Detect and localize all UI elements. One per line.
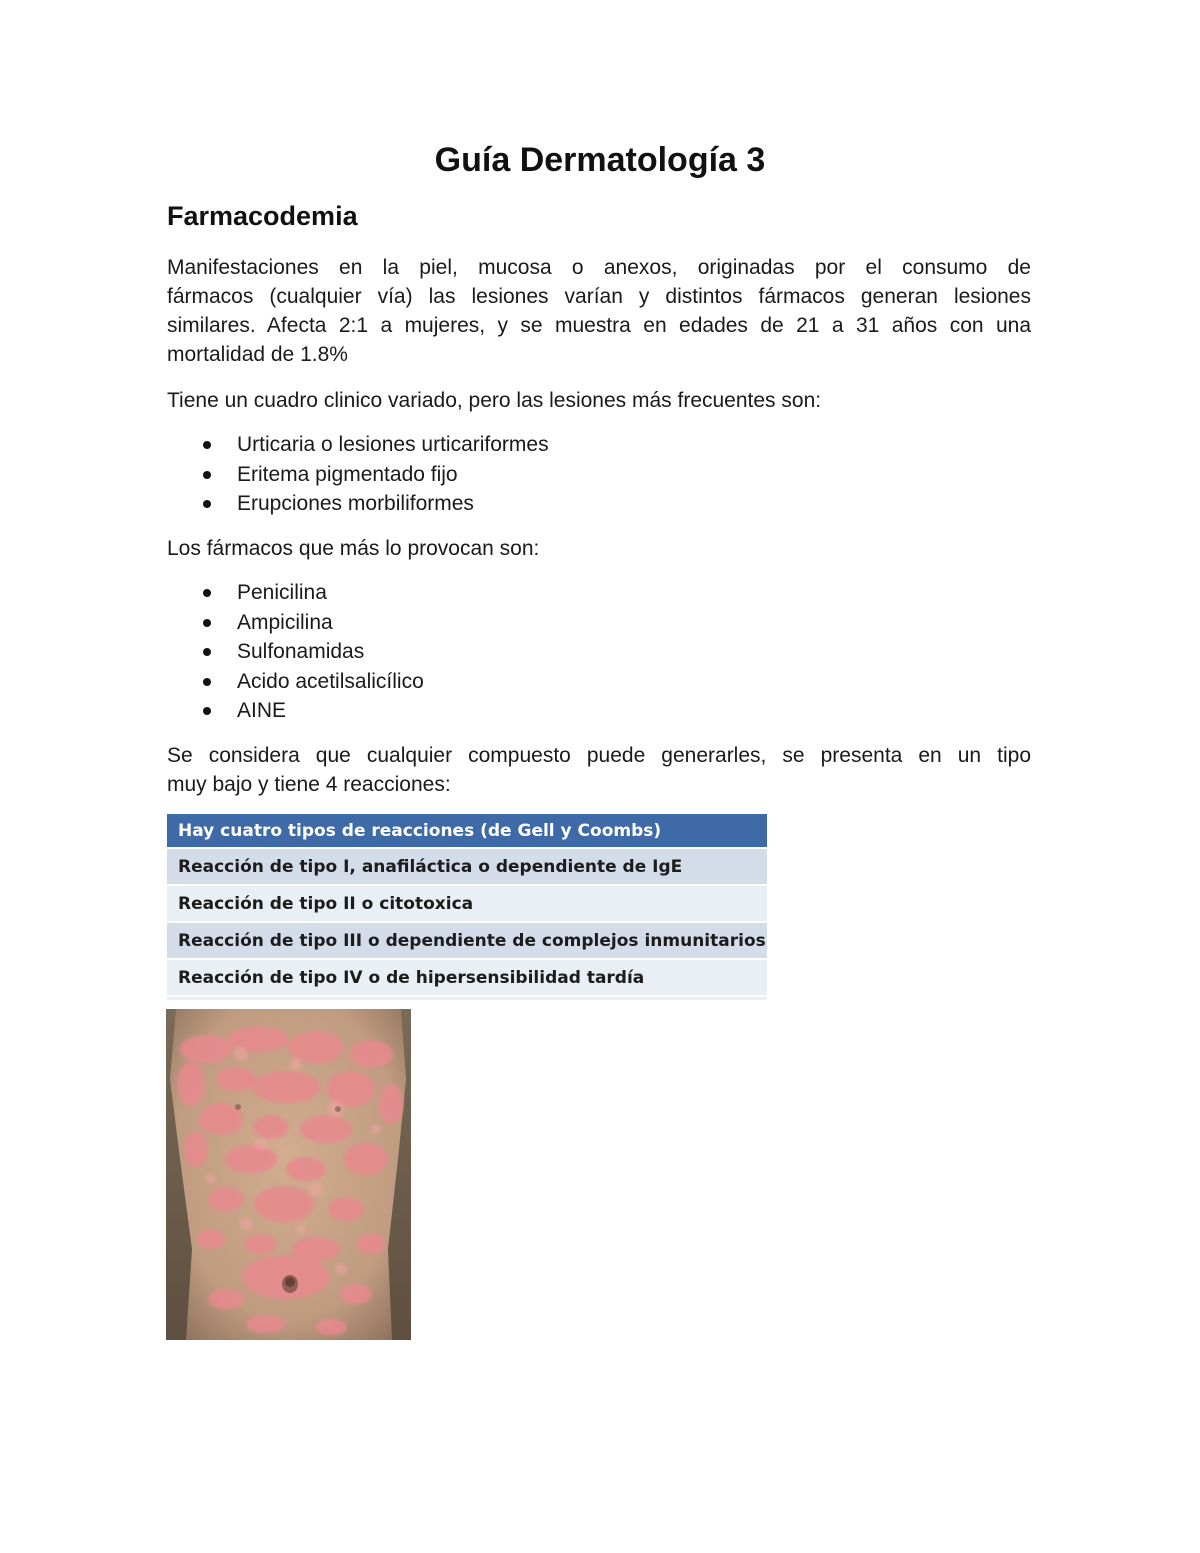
intro-line: mortalidad de 1.8% (167, 343, 348, 366)
table-footer-strip (167, 996, 767, 1000)
table-row (167, 959, 767, 996)
table-row (167, 922, 767, 959)
document-title: Guía Dermatología 3 (434, 141, 766, 179)
list-item: AINE (167, 696, 424, 726)
table-cell: Reacción de tipo III o dependiente de complejos inmunitarios (167, 922, 767, 959)
rash-torso-image (166, 1009, 411, 1340)
drugs-intro: Los fármacos que más lo provocan son: (167, 537, 540, 560)
lesions-intro: Tiene un cuadro clinico variado, pero las lesiones más frecuentes son: (167, 389, 822, 412)
table-cell: Reacción de tipo II o citotoxica (167, 885, 767, 922)
intro-paragraph (167, 253, 1031, 369)
table-row (167, 848, 767, 885)
list-item: Sulfonamidas (167, 637, 424, 667)
table-cell: Reacción de tipo IV o de hipersensibilidad tardía (167, 959, 767, 996)
intro-line: similares. Afecta 2:1 a mujeres, y se muestra en edades de 21 a 31 años con una (167, 314, 1031, 337)
table-header-row (167, 814, 767, 848)
intro-line: Manifestaciones en la piel, mucosa o anexos, originadas por el consumo de (167, 256, 1031, 279)
list-item: Eritema pigmentado fijo (167, 460, 549, 490)
intro-line: fármacos (cualquier vía) las lesiones varían y distintos fármacos generan lesiones (167, 285, 1031, 308)
drugs-list (167, 578, 424, 726)
reactions-intro-line: Se considera que cualquier compuesto puede generarles, se presenta en un tipo (167, 744, 1031, 767)
list-item: Ampicilina (167, 608, 424, 638)
lesions-list (167, 430, 549, 519)
reactions-table (167, 814, 767, 1000)
list-item: Erupciones morbiliformes (167, 489, 549, 519)
list-item: Penicilina (167, 578, 424, 608)
section-heading: Farmacodemia (167, 201, 358, 231)
list-item: Urticaria o lesiones urticariformes (167, 430, 549, 460)
rash-photo (166, 1009, 411, 1340)
list-item: Acido acetilsalicílico (167, 667, 424, 697)
table-header-cell: Hay cuatro tipos de reacciones (de Gell y Coombs) (167, 814, 767, 848)
reactions-intro-line: muy bajo y tiene 4 reacciones: (167, 773, 451, 796)
table-cell: Reacción de tipo I, anafiláctica o dependiente de IgE (167, 848, 767, 885)
table-row (167, 885, 767, 922)
reactions-intro (167, 741, 1031, 799)
